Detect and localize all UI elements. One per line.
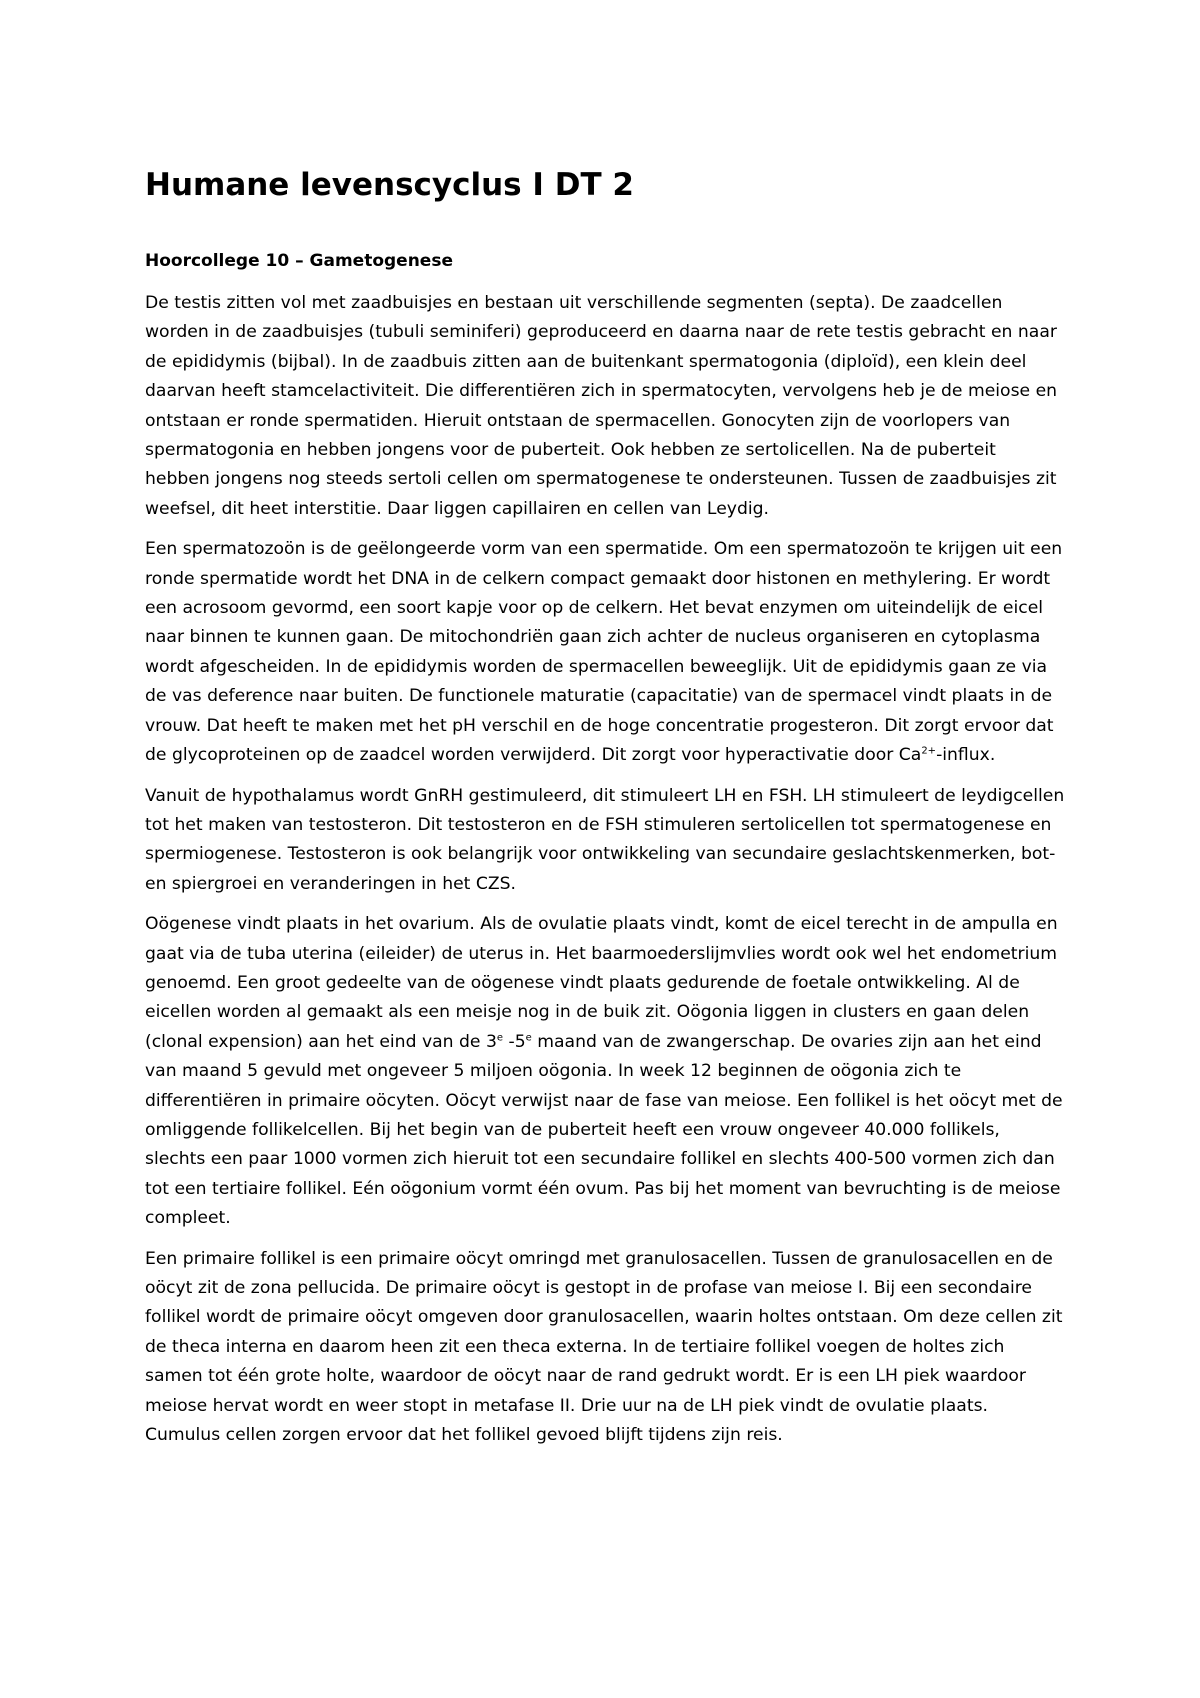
document-content bbox=[145, 165, 1065, 1461]
document-title: Humane levenscyclus I DT 2 bbox=[145, 167, 634, 203]
paragraph-spermatozoon-end: -influx. bbox=[936, 745, 996, 766]
paragraph-oogenesis bbox=[145, 910, 1065, 1233]
ordinal-superscript-1: e bbox=[496, 1032, 504, 1044]
paragraph-oogenesis-part-a: Oögenese vindt plaats in het ovarium. Als de ovulatie plaats vindt, komt de eicel terecht in de ampulla en gaat via de tuba uterina (eileider) de uterus in. Het baarmoederslijmvlies wordt ook wel het endometrium genoemd. Een groot gedeelte van de oögenese vindt plaats gedurende de foetale ontwikkeling. Al de eicellen worden al gemaakt als een meisje nog in de buik zit. Oögonia liggen in clusters en gaan delen (clonal expension) aan het eind van de 3 bbox=[145, 914, 1058, 1052]
paragraph-spermatozoon bbox=[145, 535, 1065, 770]
paragraph-testis: De testis zitten vol met zaadbuisjes en bestaan uit verschillende segmenten (septa). De zaadcellen worden in de zaadbuisjes (tubuli seminiferi) geproduceerd en daarna naar de rete testis gebracht en naar de epididymis (bijbal). In de zaadbuis zitten aan de buitenkant spermatogonia (diploïd), een klein deel daarvan heeft stamcelactiviteit. Die differentiëren zich in spermatocyten, vervolgens heb je de meiose en ontstaan er ronde spermatiden. Hieruit ontstaan de spermacellen. Gonocyten zijn de voorlopers van spermatogonia en hebben jongens voor de puberteit. Ook hebben ze sertolicellen. Na de puberteit hebben jongens nog steeds sertoli cellen om spermatogenese te ondersteunen. Tussen de zaadbuisjes zit weefsel, dit heet interstitie. Daar liggen capillairen en cellen van Leydig. bbox=[145, 293, 1058, 519]
calcium-charge-superscript: 2+ bbox=[921, 745, 937, 757]
lecture-heading: Hoorcollege 10 – Gametogenese bbox=[145, 251, 453, 271]
paragraph-follicle: Een primaire follikel is een primaire oöcyt omringd met granulosacellen. Tussen de granulosacellen en de oöcyt zit de zona pellucida. De primaire oöcyt is gestopt in de profase van meiose I. Bij een secondaire follikel wordt de primaire oöcyt omgeven door granulosacellen, waarin holtes ontstaan. Om deze cellen zit de theca interna en daarom heen zit een theca externa. In de tertiaire follikel voegen de holtes zich samen tot één grote holte, waardoor de oöcyt naar de rand gedrukt wordt. Er is een LH piek waardoor meiose hervat wordt en weer stopt in metafase II. Drie uur na de LH piek vindt de ovulatie plaats. Cumulus cellen zorgen ervoor dat het follikel gevoed blijft tijdens zijn reis. bbox=[145, 1248, 1063, 1446]
ordinal-superscript-2: e bbox=[525, 1032, 532, 1044]
paragraph-oogenesis-part-b: -5 bbox=[503, 1031, 526, 1052]
paragraph-spermatozoon-text: Een spermatozoön is de geëlongeerde vorm van een spermatide. Om een spermatozoön te krijgen uit een ronde spermatide wordt het DNA in de celkern compact gemaakt door histonen en methylering. Er wordt een acrosoom gevormd, een soort kapje voor op de celkern. Het bevat enzymen om uiteindelijk de eicel naar binnen te kunnen gaan. De mitochondriën gaan zich achter de nucleus organiseren en cytoplasma wordt afgescheiden. In de epididymis worden de spermacellen beweeglijk. Uit de epididymis gaan ze via de vas deference naar buiten. De functionele maturatie (capacitatie) van de spermacel vindt plaats in de vrouw. Dat heeft te maken met het pH verschil en de hoge concentratie progesteron. Dit zorgt ervoor dat de glycoproteinen op de zaadcel worden verwijderd. Dit zorgt voor hyperactivatie door Ca bbox=[145, 539, 1063, 766]
paragraph-hormones: Vanuit de hypothalamus wordt GnRH gestimuleerd, dit stimuleert LH en FSH. LH stimuleert de leydigcellen tot het maken van testosteron. Dit testosteron en de FSH stimuleren sertolicellen tot spermatogenese en spermiogenese. Testosteron is ook belangrijk voor ontwikkeling van secundaire geslachtskenmerken, bot- en spiergroei en veranderingen in het CZS. bbox=[145, 785, 1065, 894]
paragraph-oogenesis-part-c: maand van de zwangerschap. De ovaries zijn aan het eind van maand 5 gevuld met ongeveer 5 miljoen oögonia. In week 12 beginnen de oögonia zich te differentiëren in primaire oöcyten. Oöcyt verwijst naar de fase van meiose. Een follikel is het oöcyt met de omliggende follikelcellen. Bij het begin van de puberteit heeft een vrouw ongeveer 40.000 follikels, slechts een paar 1000 vormen zich hieruit tot een secundaire follikel en slechts 400-500 vormen zich dan tot een tertiaire follikel. Eén oögonium vormt één ovum. Pas bij het moment van bevruchting is de meiose compleet. bbox=[145, 1031, 1063, 1229]
